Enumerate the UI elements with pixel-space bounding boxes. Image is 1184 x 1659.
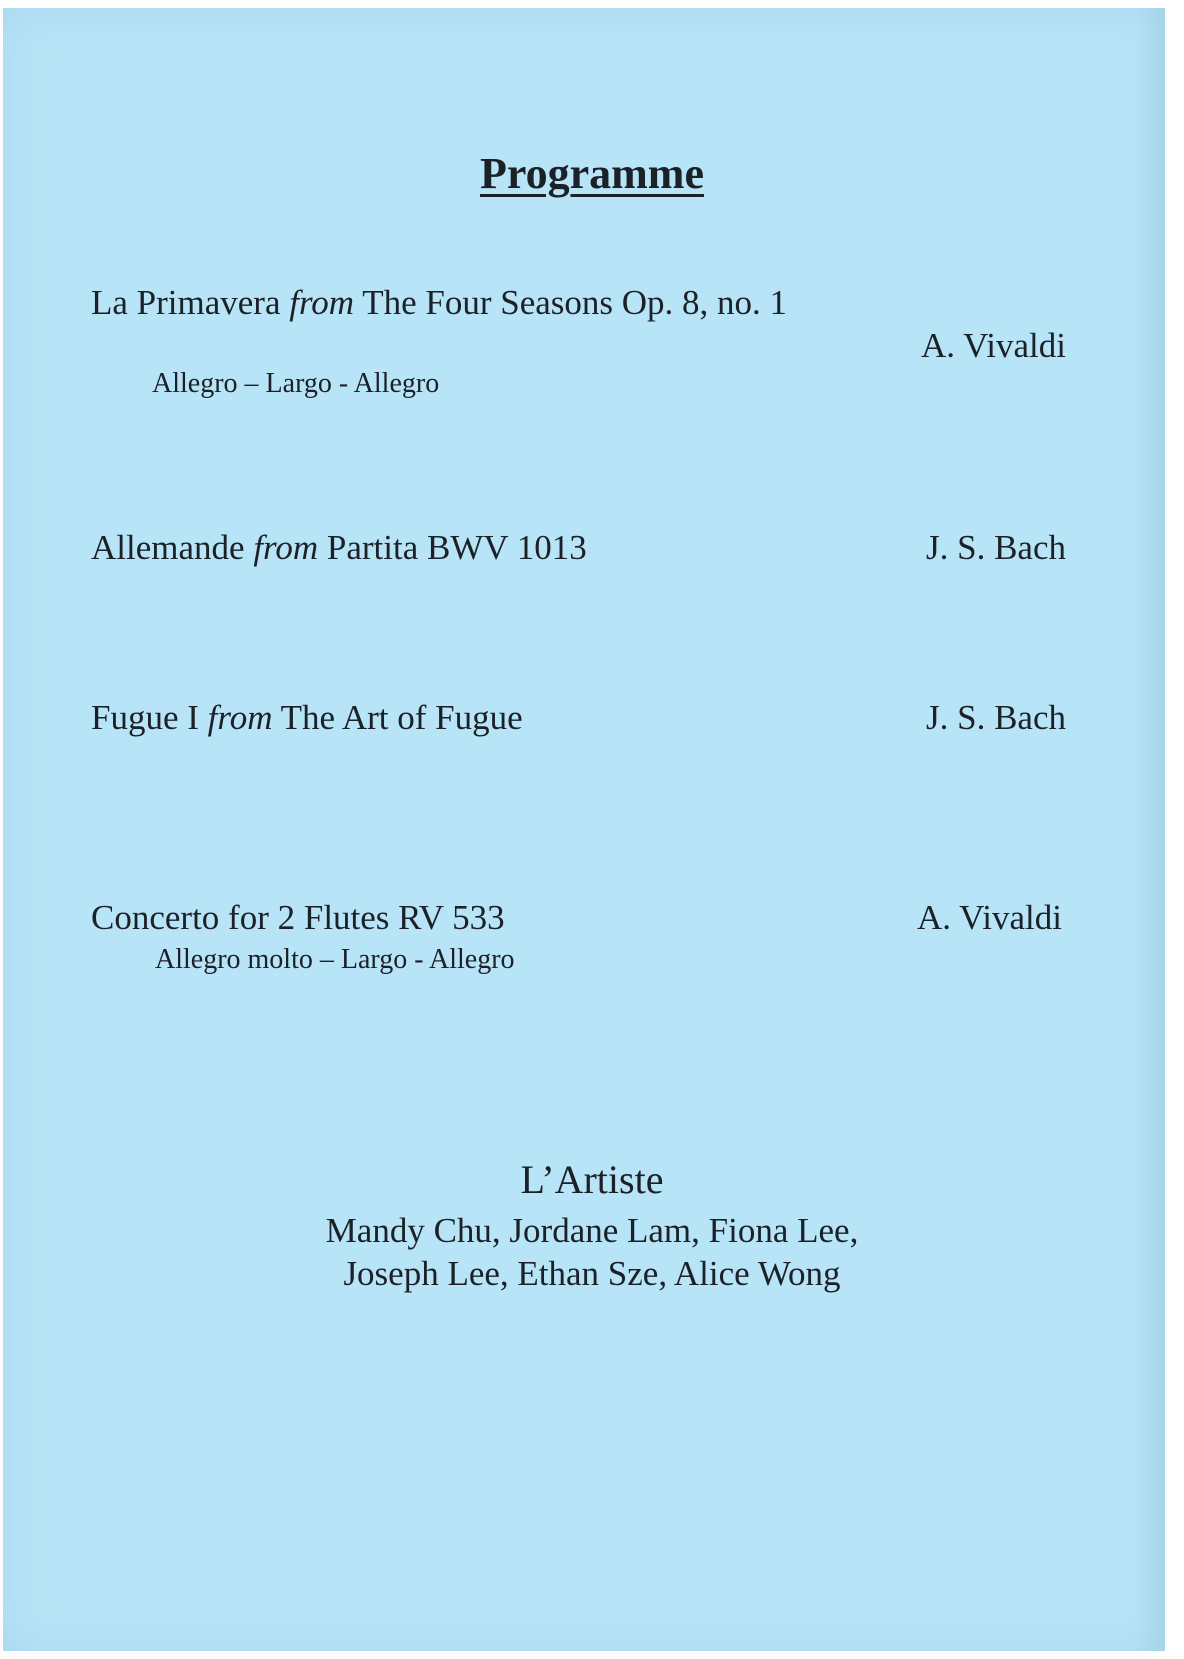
piece-1-from: from [289, 283, 355, 322]
piece-2-title [91, 530, 587, 565]
piece-2-work: Allemande [91, 528, 245, 567]
piece-3-source: The Art of Fugue [280, 698, 523, 737]
piece-4-title [91, 900, 505, 935]
paper-edge-shadow [1135, 8, 1165, 1651]
piece-1-source: The Four Seasons Op. 8, no. 1 [362, 283, 788, 322]
piece-2-composer: J. S. Bach [926, 528, 1066, 567]
piece-3-title [91, 700, 523, 735]
piece-4-movements: Allegro molto – Largo - Allegro [155, 944, 515, 975]
artists-heading: L’Artiste [520, 1157, 664, 1202]
piece-1-work: La Primavera [91, 283, 281, 322]
piece-4-work: Concerto for 2 Flutes RV 533 [91, 898, 505, 937]
piece-2-from: from [253, 528, 319, 567]
piece-3-from: from [207, 698, 273, 737]
piece-1-composer: A. Vivaldi [920, 326, 1066, 365]
artists-line-1: Mandy Chu, Jordane Lam, Fiona Lee, [325, 1211, 859, 1250]
page-title: Programme [480, 149, 704, 198]
piece-3-work: Fugue I [91, 698, 199, 737]
piece-3-composer: J. S. Bach [926, 698, 1066, 737]
piece-4-composer: A. Vivaldi [916, 898, 1062, 937]
piece-1-title [91, 285, 787, 320]
piece-2-source: Partita BWV 1013 [326, 528, 587, 567]
piece-1-movements: Allegro – Largo - Allegro [152, 368, 440, 399]
programme-sheet [3, 8, 1165, 1651]
artists-line-2: Joseph Lee, Ethan Sze, Alice Wong [343, 1254, 841, 1293]
